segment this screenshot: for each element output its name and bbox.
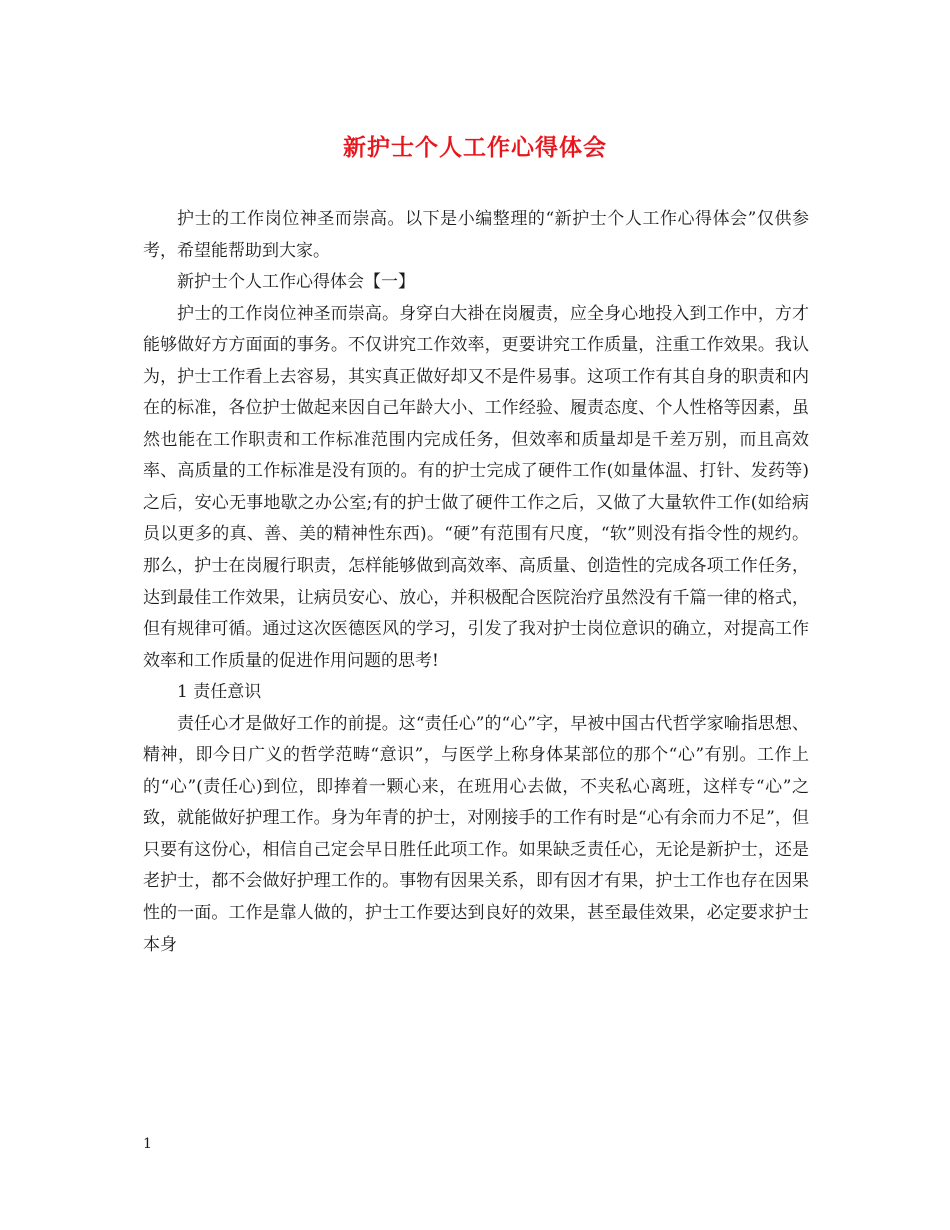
body-paragraph: 责任心才是做好工作的前提。这“责任心”的“心”字，早被中国古代哲学家喻指思想、精神，即今日广义的哲学范畴“意识”，与医学上称身体某部位的那个“心”有别。工作上的“心”(责任心)到位，即捧着一颗心来，在班用心去做，不夹私心离班，这样专“心”之致，就能做好护理工作。身为年青的护士，对刚接手的工作有时是“心有余而力不足”，但只要有这份心，相信自己定会早日胜任此项工作。如果缺乏责任心，无论是新护士，还是老护士，都不会做好护理工作的。事物有因果关系，即有因才有果，护士工作也存在因果性的一面。工作是靠人做的，护士工作要达到良好的效果，甚至最佳效果，必定要求护士本身 — [143, 713, 809, 955]
section-heading-one: 新护士个人工作心得体会【一】 — [177, 272, 415, 293]
document-body — [143, 204, 809, 961]
subsection-heading-responsibility: 1 责任意识 — [177, 682, 262, 703]
page-title: 新护士个人工作心得体会 — [343, 134, 607, 161]
page-number: 1 — [143, 1136, 152, 1152]
body-paragraph: 护士的工作岗位神圣而崇高。身穿白大褂在岗履责，应全身心地投入到工作中，方才能够做好方方面面的事务。不仅讲究工作效率，更要讲究工作质量，注重工作效果。我认为，护士工作看上去容易，其实真正做好却又不是件易事。这项工作有其自身的职责和内在的标准，各位护士做起来因自己年龄大小、工作经验、履责态度、个人性格等因素，虽然也能在工作职责和工作标准范围内完成任务，但效率和质量却是千差万别，而且高效率、高质量的工作标准是没有顶的。有的护士完成了硬件工作(如量体温、打针、发药等)之后，安心无事地歇之办公室;有的护士做了硬件工作之后，又做了大量软件工作(如给病员以更多的真、善、美的精神性东西)。“硬”有范围有尺度，“软”则没有指令性的规约。那么，护士在岗履行职责，怎样能够做到高效率、高质量、创造性的完成各项工作任务，达到最佳工作效果，让病员安心、放心，并积极配合医院治疗虽然没有千篇一律的格式，但有规律可循。通过这次医德医风的学习，引发了我对护士岗位意识的确立，对提高工作效率和工作质量的促进作用问题的思考! — [143, 303, 809, 671]
intro-paragraph: 护士的工作岗位神圣而崇高。以下是小编整理的“新护士个人工作心得体会”仅供参考，希望能帮助到大家。 — [143, 209, 809, 261]
